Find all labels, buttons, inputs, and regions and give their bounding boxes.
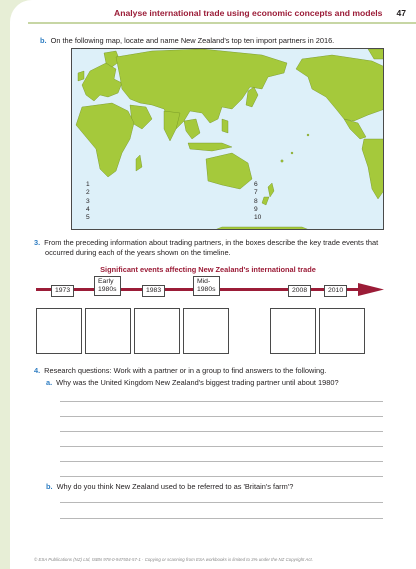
answer-box-1973[interactable]: [36, 308, 82, 354]
question-4a: [46, 378, 339, 388]
question-label: b.: [40, 36, 47, 45]
writing-line[interactable]: [60, 416, 383, 417]
year-text: 1983: [146, 287, 162, 294]
answer-box-2010[interactable]: [319, 308, 365, 354]
world-map-illustration: [72, 49, 384, 230]
timeline-year: [324, 285, 347, 297]
answer-box-2008[interactable]: [270, 308, 316, 354]
rank-number: 10: [254, 214, 262, 222]
rank-number: 7: [254, 189, 258, 197]
question-map-prompt: [40, 36, 334, 46]
copyright-footer: © ESA Publications (NZ) Ltd, ISBN 978-0-947504-57-1 · Copying or scanning from ESA workbooks is limited to 3% under the NZ Copyright Act.: [34, 557, 313, 562]
page-number: 47: [396, 8, 406, 18]
answer-box-early-1980s[interactable]: [85, 308, 131, 354]
rank-list-left: [86, 181, 90, 222]
question-label: 3.: [34, 238, 41, 247]
writing-line[interactable]: [60, 502, 383, 503]
rank-number: 4: [86, 205, 90, 213]
timeline-arrowhead: [358, 283, 384, 296]
year-text: 1980s: [197, 286, 216, 293]
timeline-year: [193, 276, 220, 296]
question-text: Why was the United Kingdom New Zealand's biggest trading partner until about 1980?: [56, 378, 339, 387]
question-4b: [46, 482, 293, 492]
rank-number: 3: [86, 197, 90, 205]
question-3: [34, 238, 394, 258]
year-text: 1980s: [98, 286, 117, 293]
writing-line[interactable]: [60, 476, 383, 477]
timeline-title: Significant events affecting New Zealand's international trade: [100, 265, 316, 274]
question-text-line-2: occurred during each of the years shown on the timeline.: [45, 248, 231, 257]
question-text-line-1: From the preceding information about trading partners, in the boxes describe the key trade events that: [44, 238, 379, 247]
rank-number: 2: [86, 189, 90, 197]
question-text: Why do you think New Zealand used to be referred to as 'Britain's farm'?: [56, 482, 294, 491]
year-text: Mid-: [197, 278, 211, 285]
rank-number: 5: [86, 214, 90, 222]
year-text: Early: [98, 278, 114, 285]
world-map: [71, 48, 384, 230]
writing-line[interactable]: [60, 461, 383, 462]
page-header: [114, 8, 406, 18]
timeline-year: [94, 276, 121, 296]
question-4: [34, 366, 326, 376]
timeline-year: [142, 285, 165, 297]
year-text: 2008: [292, 287, 308, 294]
header-divider: [28, 22, 416, 24]
writing-line[interactable]: [60, 518, 383, 519]
rank-number: 8: [254, 197, 258, 205]
question-label: 4.: [34, 366, 41, 375]
header-title: Analyse international trade using economic concepts and models: [114, 8, 383, 18]
rank-list-right: [254, 181, 261, 222]
question-text: On the following map, locate and name New Zealand's top ten import partners in 2016.: [50, 36, 335, 45]
year-text: 2010: [328, 287, 344, 294]
answer-box-mid-1980s[interactable]: [183, 308, 229, 354]
question-label: a.: [46, 378, 53, 387]
rank-number: 1: [86, 181, 90, 188]
writing-line[interactable]: [60, 431, 383, 432]
rank-number: 6: [254, 181, 258, 188]
question-text: Research questions: Work with a partner or in a group to find answers to the following.: [44, 366, 327, 375]
timeline-year: [51, 285, 74, 297]
question-label: b.: [46, 482, 53, 491]
writing-line[interactable]: [60, 401, 383, 402]
year-text: 1973: [55, 287, 71, 294]
answer-box-1983[interactable]: [134, 308, 180, 354]
writing-line[interactable]: [60, 446, 383, 447]
timeline-year: [288, 285, 311, 297]
rank-number: 9: [254, 205, 258, 213]
